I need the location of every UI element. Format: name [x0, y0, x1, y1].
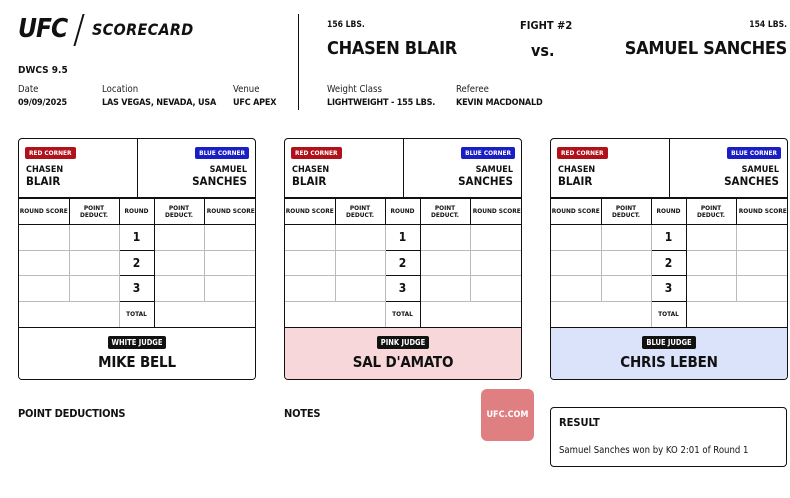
round-number: 3	[651, 276, 686, 302]
blue-point-deduct-cell[interactable]	[686, 250, 736, 276]
venue-value: UFC APEX	[233, 98, 277, 108]
red-point-deduct-header: POINT DEDUCT.	[335, 199, 385, 225]
point-deductions-heading: POINT DEDUCTIONS	[18, 407, 126, 420]
date-value: 09/09/2025	[18, 98, 67, 108]
red-corner-fighter	[558, 165, 595, 187]
score-table-header	[19, 199, 256, 225]
round-header: ROUND	[651, 199, 686, 225]
location-label: Location	[102, 84, 139, 95]
red-fighter-weight: 156 LBS.	[327, 20, 365, 30]
blue-corner-badge: BLUE CORNER	[727, 147, 781, 159]
total-label: TOTAL	[651, 301, 686, 327]
red-first-name: CHASEN	[292, 165, 330, 175]
blue-round-score-cell[interactable]	[470, 276, 522, 302]
red-point-deduct-cell[interactable]	[69, 276, 119, 302]
blue-corner-fighter	[724, 165, 779, 187]
red-round-score-header: ROUND SCORE	[285, 199, 335, 225]
round-row	[551, 225, 788, 251]
red-round-score-cell[interactable]	[551, 250, 601, 276]
event-name: DWCS 9.5	[18, 65, 68, 76]
referee-value: KEVIN MACDONALD	[456, 98, 543, 108]
blue-point-deduct-cell[interactable]	[154, 276, 204, 302]
scorecard-header	[19, 139, 255, 198]
red-last-name: BLAIR	[26, 174, 61, 188]
weight-class-label: Weight Class	[327, 84, 382, 95]
judge-badge: BLUE JUDGE	[642, 336, 695, 349]
blue-point-deduct-cell[interactable]	[154, 225, 204, 251]
red-round-score-cell[interactable]	[19, 225, 69, 251]
red-total-cell[interactable]	[551, 301, 651, 327]
blue-round-score-cell[interactable]	[736, 225, 788, 251]
red-point-deduct-cell[interactable]	[335, 225, 385, 251]
red-point-deduct-cell[interactable]	[601, 225, 651, 251]
blue-fighter-name: SAMUEL SANCHES	[624, 38, 787, 59]
judge-scorecard	[18, 138, 256, 380]
notes-heading: NOTES	[284, 407, 321, 420]
score-table	[285, 198, 522, 327]
total-row	[285, 301, 522, 327]
judge-name: SAL D'AMATO	[352, 353, 454, 371]
blue-round-score-header: ROUND SCORE	[204, 199, 256, 225]
blue-point-deduct-cell[interactable]	[686, 225, 736, 251]
red-round-score-header: ROUND SCORE	[19, 199, 69, 225]
round-number: 2	[385, 250, 420, 276]
round-header: ROUND	[385, 199, 420, 225]
header-divider	[298, 14, 299, 110]
round-header: ROUND	[119, 199, 154, 225]
blue-point-deduct-header: POINT DEDUCT.	[154, 199, 204, 225]
corner-divider	[669, 139, 670, 198]
round-row	[285, 225, 522, 251]
red-point-deduct-cell[interactable]	[69, 225, 119, 251]
date-label: Date	[18, 84, 39, 95]
blue-last-name: SANCHES	[458, 174, 513, 188]
blue-round-score-cell[interactable]	[204, 276, 256, 302]
total-label: TOTAL	[119, 301, 154, 327]
blue-round-score-cell[interactable]	[470, 225, 522, 251]
blue-total-cell[interactable]	[154, 301, 256, 327]
judge-footer	[19, 327, 255, 380]
blue-last-name: SANCHES	[724, 174, 779, 188]
red-round-score-cell[interactable]	[19, 276, 69, 302]
round-row	[19, 276, 256, 302]
round-number: 1	[385, 225, 420, 251]
red-last-name: BLAIR	[292, 174, 327, 188]
corner-divider	[137, 139, 138, 198]
logo-divider	[73, 14, 84, 46]
venue-label: Venue	[233, 84, 260, 95]
red-point-deduct-cell[interactable]	[335, 250, 385, 276]
blue-point-deduct-header: POINT DEDUCT.	[420, 199, 470, 225]
judge-badge: WHITE JUDGE	[108, 336, 167, 349]
blue-first-name: SAMUEL	[741, 165, 779, 175]
red-first-name: CHASEN	[558, 165, 596, 175]
judge-badge: PINK JUDGE	[377, 336, 429, 349]
scorecard-title: SCORECARD	[92, 20, 194, 39]
red-point-deduct-cell[interactable]	[69, 250, 119, 276]
red-total-cell[interactable]	[285, 301, 385, 327]
red-round-score-cell[interactable]	[285, 276, 335, 302]
round-row	[285, 250, 522, 276]
blue-corner-badge: BLUE CORNER	[461, 147, 515, 159]
result-text: Samuel Sanches won by KO 2:01 of Round 1	[559, 445, 749, 456]
red-round-score-cell[interactable]	[285, 225, 335, 251]
judge-scorecard	[550, 138, 788, 380]
fight-number: FIGHT #2	[520, 19, 573, 32]
red-total-cell[interactable]	[19, 301, 119, 327]
round-number: 2	[651, 250, 686, 276]
judge-footer	[285, 327, 521, 380]
round-number: 1	[119, 225, 154, 251]
score-table	[551, 198, 788, 327]
round-number: 3	[119, 276, 154, 302]
red-point-deduct-cell[interactable]	[601, 276, 651, 302]
blue-round-score-header: ROUND SCORE	[736, 199, 788, 225]
blue-round-score-cell[interactable]	[736, 276, 788, 302]
red-point-deduct-header: POINT DEDUCT.	[69, 199, 119, 225]
blue-round-score-cell[interactable]	[204, 250, 256, 276]
judge-footer	[551, 327, 787, 380]
red-round-score-cell[interactable]	[551, 225, 601, 251]
blue-point-deduct-cell[interactable]	[420, 276, 470, 302]
round-row	[551, 276, 788, 302]
red-round-score-cell[interactable]	[19, 250, 69, 276]
blue-total-cell[interactable]	[420, 301, 522, 327]
total-row	[551, 301, 788, 327]
corner-divider	[403, 139, 404, 198]
blue-last-name: SANCHES	[192, 174, 247, 188]
blue-point-deduct-cell[interactable]	[420, 250, 470, 276]
blue-corner-fighter	[458, 165, 513, 187]
red-corner-fighter	[26, 165, 63, 187]
judge-name: MIKE BELL	[98, 353, 176, 371]
ufc-com-badge: UFC.COM	[481, 389, 534, 441]
score-table	[19, 198, 256, 327]
round-number: 1	[651, 225, 686, 251]
total-label: TOTAL	[385, 301, 420, 327]
score-table-header	[285, 199, 522, 225]
weight-class-value: LIGHTWEIGHT - 155 LBS.	[327, 98, 436, 108]
red-corner-badge: RED CORNER	[557, 147, 608, 159]
round-row	[285, 276, 522, 302]
blue-point-deduct-cell[interactable]	[686, 276, 736, 302]
red-corner-badge: RED CORNER	[291, 147, 342, 159]
red-corner-badge: RED CORNER	[25, 147, 76, 159]
red-point-deduct-header: POINT DEDUCT.	[601, 199, 651, 225]
judge-name: CHRIS LEBEN	[620, 353, 718, 371]
blue-point-deduct-cell[interactable]	[420, 225, 470, 251]
round-number: 2	[119, 250, 154, 276]
result-heading: RESULT	[559, 416, 600, 429]
versus-label: vs.	[531, 41, 555, 60]
red-first-name: CHASEN	[26, 165, 64, 175]
referee-label: Referee	[456, 84, 489, 95]
judge-scorecard	[284, 138, 522, 380]
round-number: 3	[385, 276, 420, 302]
total-row	[19, 301, 256, 327]
blue-point-deduct-header: POINT DEDUCT.	[686, 199, 736, 225]
round-row	[19, 250, 256, 276]
blue-total-cell[interactable]	[686, 301, 788, 327]
red-round-score-cell[interactable]	[551, 276, 601, 302]
scorecard-header	[285, 139, 521, 198]
red-point-deduct-cell[interactable]	[601, 250, 651, 276]
red-round-score-cell[interactable]	[285, 250, 335, 276]
red-fighter-name: CHASEN BLAIR	[327, 38, 457, 59]
blue-round-score-cell[interactable]	[204, 225, 256, 251]
round-row	[551, 250, 788, 276]
blue-first-name: SAMUEL	[209, 165, 247, 175]
red-last-name: BLAIR	[558, 174, 593, 188]
blue-corner-badge: BLUE CORNER	[195, 147, 249, 159]
blue-fighter-weight: 154 LBS.	[749, 20, 787, 30]
blue-first-name: SAMUEL	[475, 165, 513, 175]
blue-corner-fighter	[192, 165, 247, 187]
score-table-header	[551, 199, 788, 225]
blue-round-score-cell[interactable]	[736, 250, 788, 276]
red-point-deduct-cell[interactable]	[335, 276, 385, 302]
red-round-score-header: ROUND SCORE	[551, 199, 601, 225]
blue-round-score-cell[interactable]	[470, 250, 522, 276]
blue-round-score-header: ROUND SCORE	[470, 199, 522, 225]
result-box	[550, 407, 787, 467]
blue-point-deduct-cell[interactable]	[154, 250, 204, 276]
ufc-logo: UFC	[18, 14, 68, 44]
scorecard-header	[551, 139, 787, 198]
round-row	[19, 225, 256, 251]
red-corner-fighter	[292, 165, 329, 187]
location-value: LAS VEGAS, NEVADA, USA	[102, 98, 217, 108]
